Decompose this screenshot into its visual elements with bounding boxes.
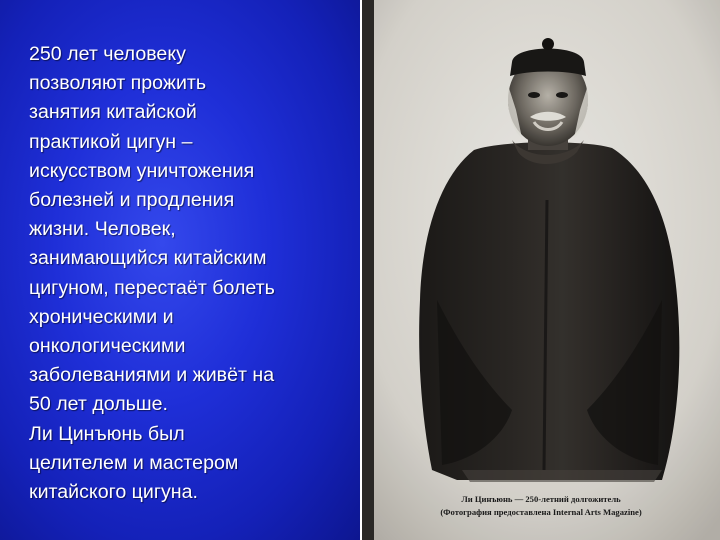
text-line: цигуном, перестаёт болеть	[29, 276, 275, 299]
slide-body-text	[29, 40, 355, 507]
text-line: Ли Цинъюнь был	[29, 422, 185, 445]
text-line: занимающийся китайским	[29, 247, 267, 270]
photo-caption	[372, 493, 710, 518]
text-line: занятия китайской	[29, 101, 197, 124]
text-line: позволяют прожить	[29, 72, 207, 95]
caption-line: Ли Цинъюнь — 250-летний долгожитель	[461, 494, 621, 504]
text-line: заболеваниями и живёт на	[29, 364, 275, 387]
caption-line: (Фотография предоставлена Internal Arts Magazine)	[440, 506, 642, 517]
text-line: китайского цигуна.	[29, 481, 198, 504]
text-line: искусством уничтожения	[29, 159, 255, 182]
text-line: практикой цигун –	[29, 130, 193, 153]
text-line: 250 лет человеку	[29, 43, 186, 65]
text-line: болезней и продления	[29, 189, 235, 212]
text-line: целителем и мастером	[29, 451, 239, 474]
text-line: онкологическими	[29, 335, 186, 358]
portrait-photo	[362, 0, 720, 540]
text-line: хроническими и	[29, 305, 174, 328]
text-line: 50 лет дольше.	[29, 393, 168, 416]
portrait-figure	[362, 0, 720, 540]
text-line: жизни. Человек,	[29, 218, 176, 241]
